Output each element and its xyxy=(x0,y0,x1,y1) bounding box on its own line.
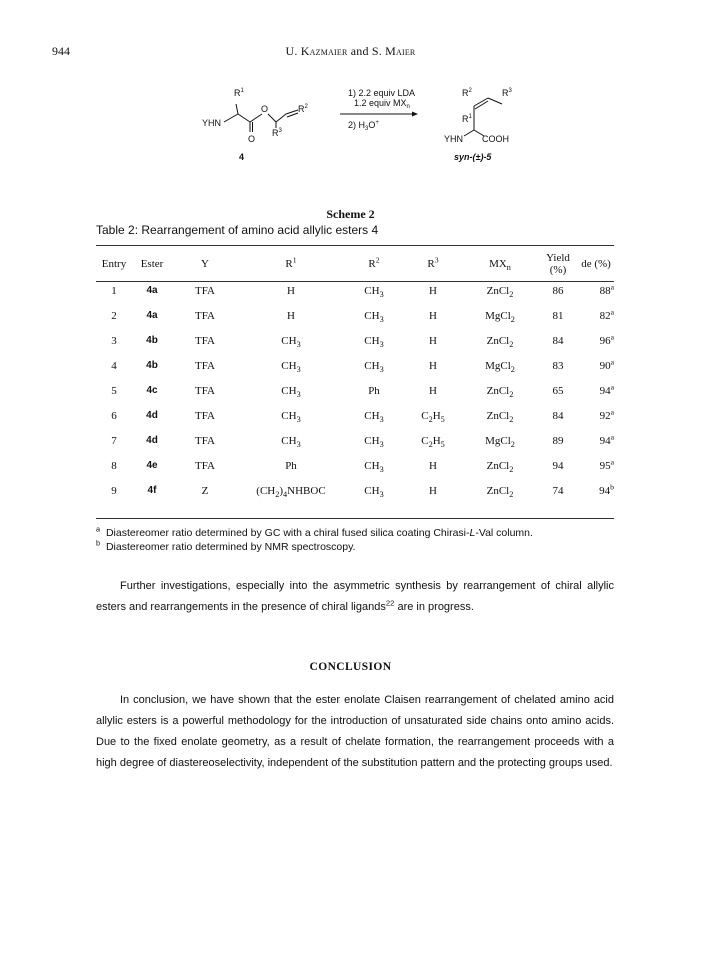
product-yhn: YHN xyxy=(444,134,464,144)
table-row xyxy=(96,403,614,428)
cell-r1: $CH_3$ xyxy=(281,334,301,349)
cell-ester: 4e xyxy=(146,460,158,471)
cell-ester: 4f xyxy=(147,485,157,496)
cell-r2: $CH_3$ xyxy=(364,459,384,474)
cell-r1: $CH_3$ xyxy=(281,384,301,399)
results-table xyxy=(96,250,614,503)
cell-r1: $CH_3$ xyxy=(281,409,301,424)
cell-yield: 94 xyxy=(552,459,564,472)
table-row xyxy=(96,453,614,478)
footnote-b: $^b$ Diastereomer ratio determined by NMR spectroscopy. xyxy=(96,538,356,553)
cell-yield: 84 xyxy=(552,409,564,422)
cell-ester: 4a xyxy=(146,310,158,321)
reagent-line-3: 2) $H_3O^+$ xyxy=(348,120,379,132)
paragraph-further-investigations: Further investigations, especially into the asymmetric synthesis by rearrangement of chiral allylic esters and rearrangements in the presence of chiral ligands$^{22}$ are in progress. xyxy=(96,580,614,613)
cell-yield: 86 xyxy=(552,284,564,297)
cell-r2: $CH_3$ xyxy=(364,484,384,499)
cell-de: 96$^a$ xyxy=(599,331,614,347)
reactant-r2: $R^2$ xyxy=(298,104,308,114)
cell-yield: 74 xyxy=(552,484,564,497)
cell-y: TFA xyxy=(195,459,215,472)
table-row xyxy=(96,353,614,378)
cell-entry: 6 xyxy=(111,409,117,422)
cell-r3: H xyxy=(429,359,437,372)
cell-yield: 89 xyxy=(552,434,564,447)
cell-mx: ZnCl$_2$ xyxy=(486,384,514,399)
cell-y: TFA xyxy=(195,284,215,297)
cell-ester: 4b xyxy=(146,360,158,371)
cell-r2: $CH_3$ xyxy=(364,359,384,374)
cell-y: TFA xyxy=(195,359,215,372)
cell-r2: $CH_3$ xyxy=(364,409,384,424)
cell-r2: $CH_3$ xyxy=(364,434,384,449)
cell-de: 95$^a$ xyxy=(599,456,614,472)
running-header xyxy=(0,44,701,59)
cell-mx: MgCl$_2$ xyxy=(485,309,515,324)
reactant-ester-oxygen: O xyxy=(261,104,269,114)
col-yield: Yield (%) xyxy=(546,252,570,276)
cell-ester: 4d xyxy=(146,435,158,446)
author-surname-2: aier xyxy=(396,44,416,58)
cell-mx: ZnCl$_2$ xyxy=(486,284,514,299)
footnote-a: $^a$ Diastereomer ratio determined by GC with a chiral fused silica coating Chirasi-L-Val column. xyxy=(96,524,533,539)
cell-de: 94$^a$ xyxy=(599,381,614,397)
cell-de: 94$^b$ xyxy=(599,481,614,497)
reaction-arrowhead xyxy=(412,112,418,117)
table-bottom-rule xyxy=(96,518,614,519)
table-row xyxy=(96,278,614,303)
col-de: de (%) xyxy=(581,258,611,270)
table-title: Table 2: Rearrangement of amino acid allylic esters 4 xyxy=(96,223,379,237)
reactant-r1: $R^1$ xyxy=(234,88,244,98)
col-r2: $R^2$ xyxy=(368,255,380,270)
cell-r3: H xyxy=(429,334,437,347)
cell-entry: 3 xyxy=(111,334,117,347)
cell-r1: Ph xyxy=(285,459,297,472)
cell-entry: 4 xyxy=(111,359,117,372)
cell-entry: 2 xyxy=(111,309,117,322)
cell-r1: H xyxy=(287,284,295,297)
cell-y: TFA xyxy=(195,309,215,322)
cell-de: 88$^a$ xyxy=(599,281,614,297)
cell-r3: H xyxy=(429,484,437,497)
cell-entry: 5 xyxy=(111,384,117,397)
cell-entry: 8 xyxy=(111,459,117,472)
cell-r3: H xyxy=(429,384,437,397)
page-number: 944 xyxy=(52,44,70,58)
table-body xyxy=(96,278,614,503)
cell-r3: H xyxy=(429,309,437,322)
col-mx: $MX_n$ xyxy=(489,258,511,273)
cell-mx: ZnCl$_2$ xyxy=(486,459,514,474)
cell-yield: 84 xyxy=(552,334,564,347)
cell-entry: 1 xyxy=(111,284,117,297)
reaction-scheme-drawing xyxy=(190,84,550,194)
cell-y: Z xyxy=(201,484,209,497)
cell-r3: H xyxy=(429,459,437,472)
cell-ester: 4b xyxy=(146,335,158,346)
product-r1: $R^1$ xyxy=(462,114,472,124)
table-row xyxy=(96,428,614,453)
cell-de: 92$^a$ xyxy=(599,406,614,422)
cell-mx: ZnCl$_2$ xyxy=(486,334,514,349)
cell-de: 94$^a$ xyxy=(599,431,614,447)
cell-mx: MgCl$_2$ xyxy=(485,434,515,449)
cell-y: TFA xyxy=(195,384,215,397)
cell-mx: ZnCl$_2$ xyxy=(486,484,514,499)
cell-y: TFA xyxy=(195,409,215,422)
col-y: Y xyxy=(201,258,209,270)
cell-r2: $CH_3$ xyxy=(364,334,384,349)
scheme-caption: Scheme 2 xyxy=(326,207,375,221)
table-header-row xyxy=(96,250,614,278)
cell-de: 82$^a$ xyxy=(599,306,614,322)
reactant-r3: $R^3$ xyxy=(272,128,282,138)
cell-r3: $C_2H_5$ xyxy=(421,409,445,424)
col-r3: $R^3$ xyxy=(427,255,439,270)
reagent-line-2: 1.2 equiv $MX_n$ xyxy=(354,98,410,110)
product-r2: $R^2$ xyxy=(462,88,472,98)
cell-entry: 7 xyxy=(111,434,117,447)
cell-r2: Ph xyxy=(368,384,380,397)
cell-de: 90$^a$ xyxy=(599,356,614,372)
cell-y: TFA xyxy=(195,434,215,447)
cell-y: TFA xyxy=(195,334,215,347)
cell-r3: H xyxy=(429,284,437,297)
cell-yield: 65 xyxy=(552,384,564,397)
cell-mx: MgCl$_2$ xyxy=(485,359,515,374)
reactant-carbonyl-oxygen: O xyxy=(248,134,256,144)
col-r1: $R^1$ xyxy=(285,255,297,270)
cell-ester: 4a xyxy=(146,285,158,296)
col-ester: Ester xyxy=(140,258,164,270)
cell-r2: $CH_3$ xyxy=(364,309,384,324)
table-row xyxy=(96,378,614,403)
author-joiner: and S. M xyxy=(347,44,396,58)
cell-r3: $C_2H_5$ xyxy=(421,434,445,449)
product-cooh: COOH xyxy=(482,134,509,144)
cell-mx: ZnCl$_2$ xyxy=(486,409,514,424)
table-row xyxy=(96,478,614,503)
reaction-scheme xyxy=(190,84,550,194)
table-row xyxy=(96,328,614,353)
cell-ester: 4c xyxy=(146,385,158,396)
cell-r1: $(CH_2)_4NHBOC$ xyxy=(256,484,326,499)
table-row xyxy=(96,303,614,328)
paragraph-conclusion: In conclusion, we have shown that the ester enolate Claisen rearrangement of chelated amino acid allylic esters is a powerful methodology for the introduction of unsaturated side chains onto amino acids. Due to the fixed enolate geometry, as a result of chelate formation, the rearrangement proceeds with a high degree of diastereoselectivity, independent of the substitution pattern and the protecting groups used. xyxy=(96,694,614,769)
reactant-yhn: YHN xyxy=(202,118,222,128)
cell-r1: $CH_3$ xyxy=(281,359,301,374)
reactant-label: 4 xyxy=(239,152,245,162)
cell-yield: 83 xyxy=(552,359,564,372)
author-initial-1: U. K xyxy=(285,44,310,58)
cell-yield: 81 xyxy=(552,309,564,322)
cell-r1: $CH_3$ xyxy=(281,434,301,449)
conclusion-heading: CONCLUSION xyxy=(309,661,392,673)
cell-r2: $CH_3$ xyxy=(364,284,384,299)
cell-ester: 4d xyxy=(146,410,158,421)
author-surname-1: azmaier xyxy=(309,44,348,58)
cell-r1: H xyxy=(287,309,295,322)
cell-entry: 9 xyxy=(111,484,117,497)
product-label: syn-(±)-5 xyxy=(454,152,492,162)
reagent-line-1: 1) 2.2 equiv LDA xyxy=(348,88,416,98)
product-r3: $R^3$ xyxy=(502,88,512,98)
table-top-rule xyxy=(96,245,614,246)
col-entry: Entry xyxy=(101,258,127,270)
